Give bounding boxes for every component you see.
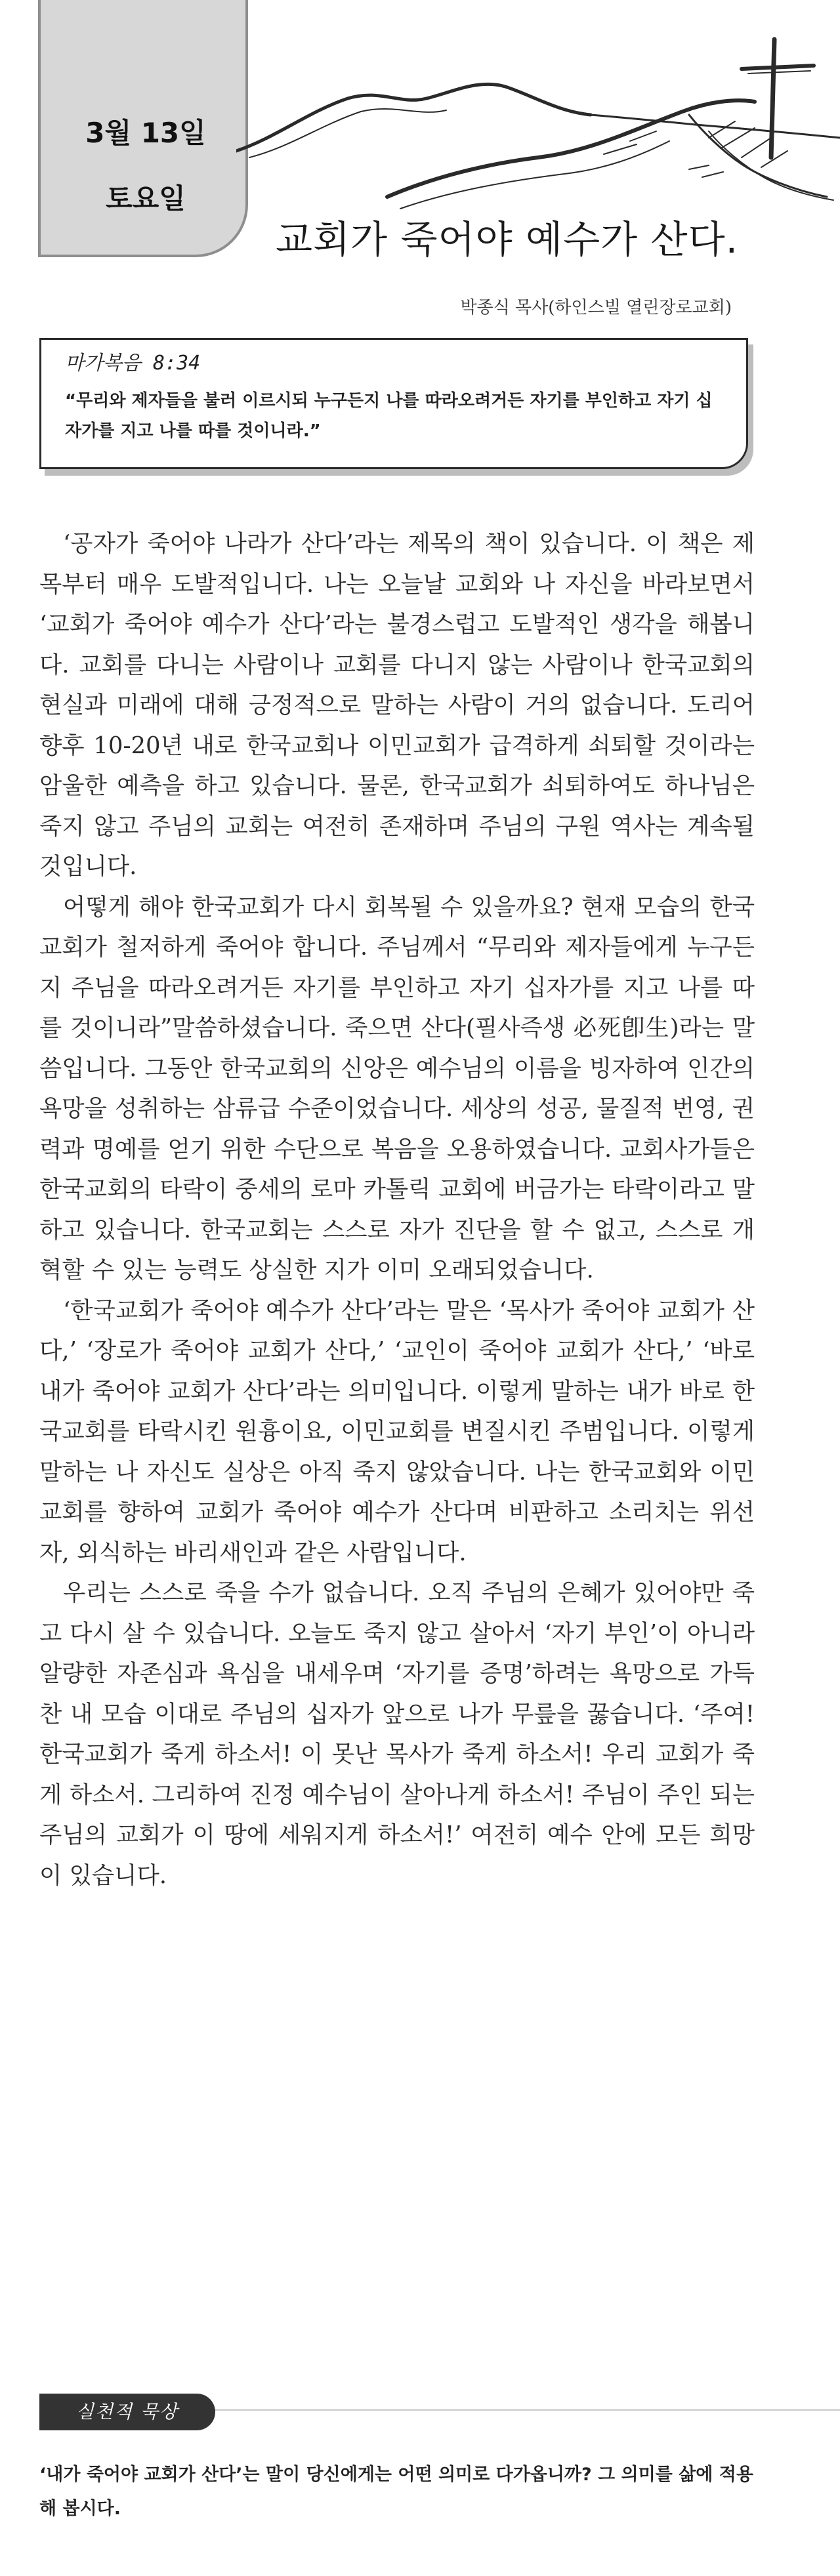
meditation-label: 실천적 묵상 [39, 2394, 215, 2430]
author-line: 박종식 목사(하인스빌 열린장로교회) [460, 298, 732, 318]
scripture-text: “무리와 제자들을 불러 이르시되 누구든지 나를 따라오려거든 자기를 부인하고 자기 십자가를 지고 나를 따를 것이니라.” [65, 391, 713, 441]
body-paragraph: ‘한국교회가 죽어야 예수가 산다’라는 말은 ‘목사가 죽어야 교회가 산다,’ ‘장로가 죽어야 교회가 산다,’ ‘교인이 죽어야 교회가 산다,’ ‘바로 내가 죽어야 교회가 산다’라는 의미입니다. 이렇게 말하는 내가 바로 한국교회를 타락시킨 원흉이요, 이민교회를 변질시킨 주범입니다. 이렇게 말하는 나 자신도 실상은 아직 죽지 않았습니다. 나는 한국교회와 이민교회를 향하여 교회가 죽어야 예수가 산다며 비판하고 소리치는 위선자, 외식하는 바리새인과 같은 사람입니다. [39, 1297, 755, 1566]
body-paragraph: 우리는 스스로 죽을 수가 없습니다. 오직 주님의 은혜가 있어야만 죽고 다시 살 수 있습니다. 오늘도 죽지 않고 살아서 ‘자기 부인’이 아니라 알량한 자존심과 욕심을 내세우며 ‘자기를 증명’하려는 욕망으로 가득 찬 내 모습 이대로 주님의 십자가 앞으로 나가 무릎을 꿇습니다. ‘주여! 한국교회가 죽게 하소서! 이 못난 목사가 죽게 하소서! 우리 교회가 죽게 하소서. 그리하여 진정 예수님이 살아나게 하소서! 주님이 주인 되는 주님의 교회가 이 땅에 세워지게 하소서!’ 여전히 예수 안에 모든 희망이 있습니다. [39, 1579, 755, 1889]
scripture-reference: 마가복음 8:34 [65, 352, 201, 375]
page-title: 교회가 죽어야 예수가 산다. [276, 217, 739, 262]
article-body [39, 524, 755, 1896]
date-weekday: 토요일 [106, 182, 186, 215]
body-paragraph: 어떻게 해야 한국교회가 다시 회복될 수 있을까요? 현재 모습의 한국교회가 철저하게 죽어야 합니다. 주님께서 “무리와 제자들에게 누구든지 주님을 따라오려거든 자기를 부인하고 자기 십자가를 지고 나를 따를 것이니라”말씀하셨습니다. 죽으면 산다(필사즉생 必死卽生)라는 말씀입니다. 그동안 한국교회의 신앙은 예수님의 이름을 빙자하여 인간의 욕망을 성취하는 삼류급 수준이었습니다. 세상의 성공, 물질적 번영, 권력과 명예를 얻기 위한 수단으로 복음을 오용하였습니다. 교회사가들은 한국교회의 타락이 중세의 로마 카톨릭 교회에 버금가는 타락이라고 말하고 있습니다. 한국교회는 스스로 자가 진단을 할 수 없고, 스스로 개혁할 수 있는 능력도 상실한 지가 이미 오래되었습니다. [39, 893, 755, 1283]
hill-cross-sketch [236, 0, 840, 223]
date-day: 3월 13일 [85, 117, 206, 149]
date-box [38, 0, 248, 257]
scripture-box [39, 338, 748, 469]
meditation-text: ‘내가 죽어야 교회가 산다’는 말이 당신에게는 어떤 의미로 다가옵니까? 그 의미를 삶에 적용해 봅시다. [39, 2464, 753, 2519]
body-paragraph: ‘공자가 죽어야 나라가 산다’라는 제목의 책이 있습니다. 이 책은 제목부터 매우 도발적입니다. 나는 오늘날 교회와 나 자신을 바라보면서 ‘교회가 죽어야 예수가 산다’라는 불경스럽고 도발적인 생각을 해봅니다. 교회를 다니는 사람이나 교회를 다니지 않는 사람이나 한국교회의 현실과 미래에 대해 긍정적으로 말하는 사람이 거의 없습니다. 도리어 향후 10-20년 내로 한국교회나 이민교회가 급격하게 쇠퇴할 것이라는 암울한 예측을 하고 있습니다. 물론, 한국교회가 쇠퇴하여도 하나님은 죽지 않고 주님의 교회는 여전히 존재하며 주님의 구원 역사는 계속될 것입니다. [39, 530, 755, 880]
